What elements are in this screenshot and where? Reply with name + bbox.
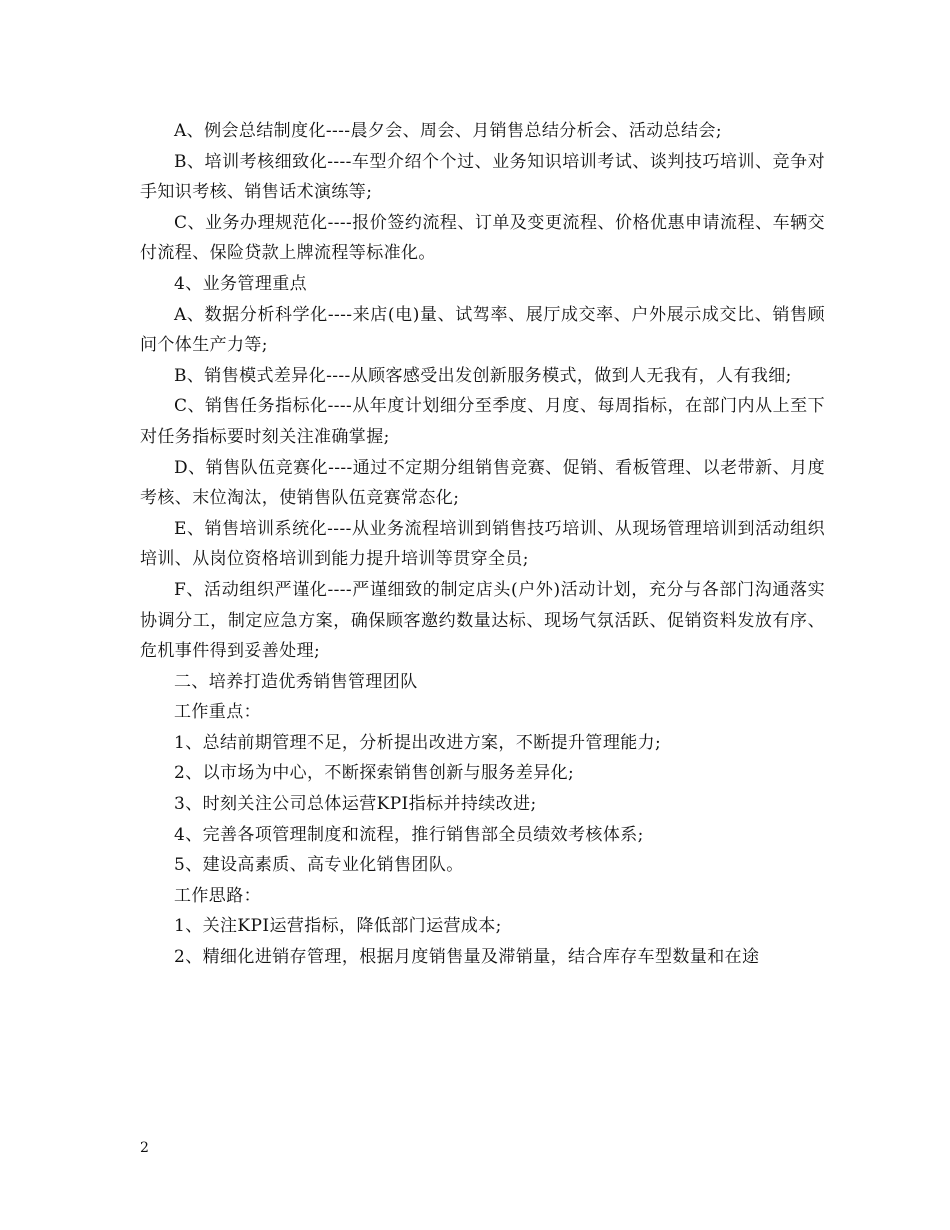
label-work-approach: 工作思路： [174,885,261,906]
list-item-approach-2: 2、精细化进销存管理，根据月度销售量及滞销量，结合库存车型数量和在途 [174,947,760,968]
page-number: 2 [140,1140,149,1156]
label-work-focus: 工作重点： [174,702,261,723]
paragraph-e-sales-training: E、销售培训系统化----从业务流程培训到销售技巧培训、从现场管理培训到活动组织培训、从岗位资格培训到能力提升培训等贯穿全员; [140,518,825,570]
body-text [140,116,825,973]
list-item-focus-1: 1、总结前期管理不足，分析提出改进方案，不断提升管理能力; [174,732,662,753]
paragraph-a-meeting: A、例会总结制度化----晨夕会、周会、月销售总结分析会、活动总结会; [174,121,722,141]
list-item-focus-3: 3、时刻关注公司总体运营KPI指标并持续改进; [174,794,537,815]
paragraph-b-sales-mode: B、销售模式差异化----从顾客感受出发创新服务模式，做到人无我有，人有我细; [174,365,792,386]
list-item-approach-1: 1、关注KPI运营指标，降低部门运营成本; [174,916,502,937]
paragraph-c-business-process: C、业务办理规范化----报价签约流程、订单及变更流程、价格优惠申请流程、车辆交付流程、保险贷款上牌流程等标准化。 [140,212,825,264]
section-heading-business-management: 4、业务管理重点 [174,273,308,294]
paragraph-c-sales-targets: C、销售任务指标化----从年度计划细分至季度、月度、每周指标，在部门内从上至下对任务指标要时刻关注准确掌握; [140,396,825,447]
paragraph-b-training: B、培训考核细致化----车型介绍个个过、业务知识培训考试、谈判技巧培训、竞争对手知识考核、销售话术演练等; [140,151,825,203]
paragraph-d-sales-competition: D、销售队伍竞赛化----通过不定期分组销售竞赛、促销、看板管理、以老带新、月度考核、末位淘汰，使销售队伍竞赛常态化; [140,457,825,509]
section-heading-management-team: 二、培养打造优秀销售管理团队 [174,671,418,692]
paragraph-f-activity-organization: F、活动组织严谨化----严谨细致的制定店头(户外)活动计划，充分与各部门沟通落实协调分工，制定应急方案，确保顾客邀约数量达标、现场气氛活跃、促销资料发放有序、危机事件得到妥善处理; [140,579,825,662]
list-item-focus-2: 2、以市场为中心，不断探索销售创新与服务差异化; [174,763,575,784]
paragraph-a-data-analysis: A、数据分析科学化----来店(电)量、试驾率、展厅成交率、户外展示成交比、销售顾问个体生产力等; [140,304,825,356]
list-item-focus-4: 4、完善各项管理制度和流程，推行销售部全员绩效考核体系; [174,824,644,845]
list-item-focus-5: 5、建设高素质、高专业化销售团队。 [174,855,464,876]
